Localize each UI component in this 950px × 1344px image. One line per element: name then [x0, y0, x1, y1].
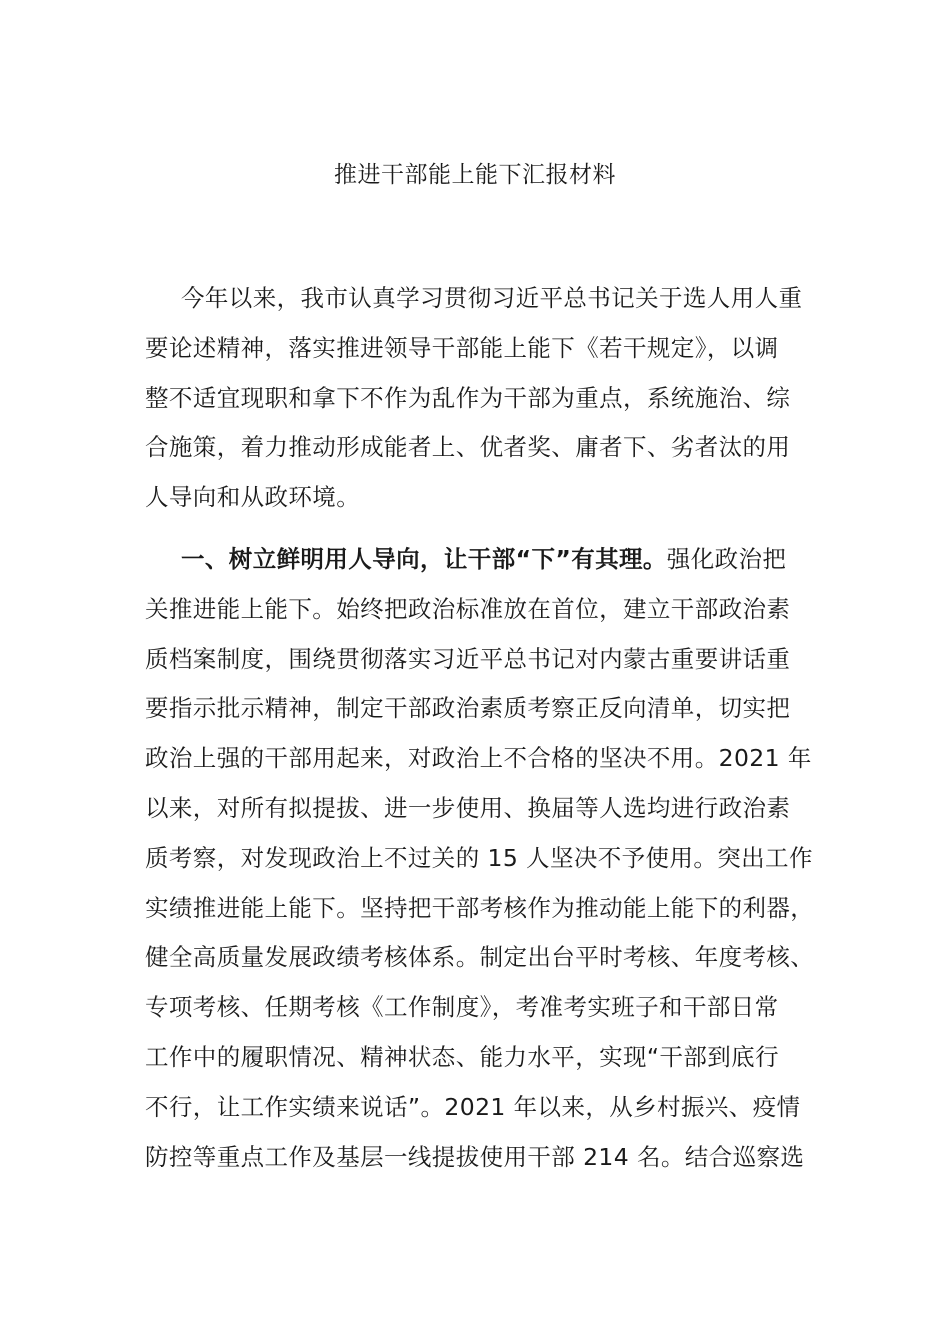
paragraph-first-line: [145, 535, 807, 585]
paragraph-line: 政治上强的干部用起来，对政治上不合格的坚决不用。2021 年: [145, 744, 812, 773]
paragraph-line-rest: 强化政治把: [666, 545, 787, 573]
paragraph-line: 不行，让工作实绩来说话”。2021 年以来，从乡村振兴、疫情: [145, 1092, 801, 1121]
paragraph-line: 人导向和从政环境。: [145, 483, 361, 512]
paragraph-line: 质档案制度，围绕贯彻落实习近平总书记对内蒙古重要讲话重: [145, 644, 791, 673]
section-heading: 一、树立鲜明用人导向，让干部“下”有其理。: [181, 545, 667, 573]
paragraph-intro: [145, 274, 807, 523]
paragraph-section-one: [145, 535, 815, 1182]
paragraph-line: 工作中的履职情况、精神状态、能力水平，实现“干部到底行: [145, 1042, 779, 1071]
paragraph-line: 今年以来，我市认真学习贯彻习近平总书记关于选人用人重: [181, 284, 803, 312]
paragraph-line: 专项考核、任期考核《工作制度》，考准考实班子和干部日常: [145, 993, 779, 1022]
paragraph-line: 质考察，对发现政治上不过关的 15 人坚决不予使用。突出工作: [145, 843, 813, 872]
paragraph-line: 要论述精神，落实推进领导干部能上能下《若干规定》，以调: [145, 333, 779, 362]
paragraph-line: 合施策，着力推动形成能者上、优者奖、庸者下、劣者汰的用: [145, 433, 791, 462]
paragraph-line: 防控等重点工作及基层一线提拔使用干部 214 名。结合巡察选: [145, 1142, 805, 1171]
paragraph-line: 实绩推进能上能下。坚持把干部考核作为推动能上能下的利器，: [145, 893, 815, 922]
paragraph-line: 整不适宜现职和拿下不作为乱作为干部为重点，系统施治、综: [145, 383, 791, 412]
paragraph-line: 以来，对所有拟提拔、进一步使用、换届等人选均进行政治素: [145, 793, 791, 822]
document-title: 推进干部能上能下汇报材料: [334, 162, 616, 188]
paragraph-line: 健全高质量发展政绩考核体系。制定出台平时考核、年度考核、: [145, 943, 815, 972]
paragraph-line: 要指示批示精神，制定干部政治素质考察正反向清单，切实把: [145, 694, 791, 723]
paragraph-line: 关推进能上能下。始终把政治标准放在首位，建立干部政治素: [145, 594, 791, 623]
